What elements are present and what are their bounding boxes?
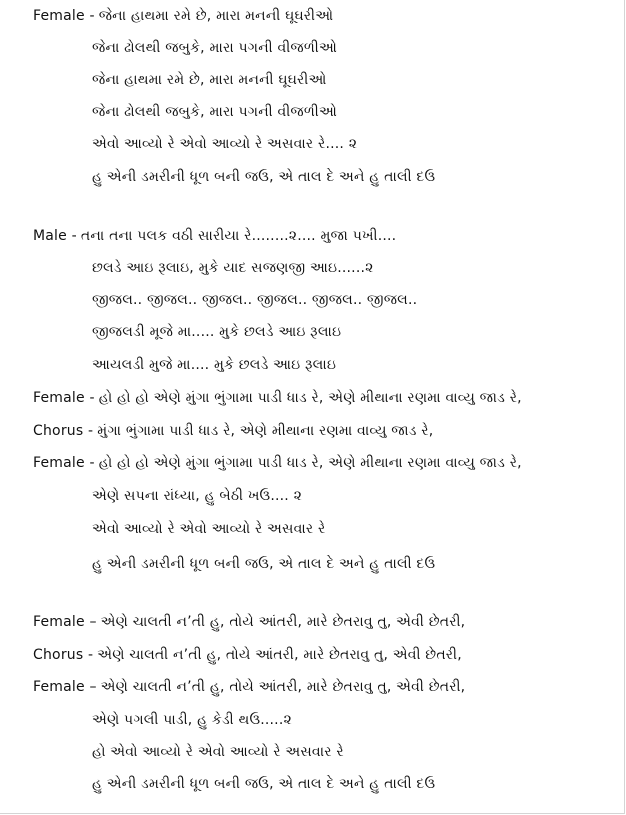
lyric-line — [92, 168, 435, 186]
lyric-line — [92, 487, 302, 505]
lyric-text: છલડે આઇ રૂલાઇ, મુકે યાદ સજણજી આઇ......૨ — [92, 260, 374, 276]
lyric-text: હુ એની ડમરીની ધૂળ બની જઉ, એ તાલ દે અને હુ તાલી દઉ — [92, 776, 436, 792]
lyric-text: તના તના પલક વઠી સારીયા રે........૨.... મુજા પખી.... — [80, 228, 397, 244]
lyric-line — [33, 7, 333, 25]
lyric-line — [33, 389, 522, 407]
lyric-line — [92, 71, 327, 89]
lyric-text: જીજલ.. જીજલ.. જીજલ.. જીજલ.. જીજલ.. જીજલ.. — [92, 292, 418, 308]
singer-label: Female - — [33, 455, 95, 471]
lyric-line — [92, 39, 337, 57]
lyric-text: એણે ચાલતી ન’તી હુ, તોયે આંતરી, મારે છેતરાવુ તુ, એવી છેતરી, — [97, 647, 462, 663]
lyric-line — [92, 520, 325, 538]
lyric-text: હુ એની ડમરીની ધૂળ બની જઉ, એ તાલ દે અને હુ તાલી દઉ — [92, 556, 436, 572]
lyric-line — [92, 323, 341, 341]
lyric-text: એવો આવ્યો રે એવો આવ્યો રે અસવાર રે — [92, 521, 326, 537]
singer-label: Male - — [33, 228, 77, 244]
lyric-text: જેના ઢોલથી જબુકે, મારા પગની વીજળીઓ — [92, 40, 337, 56]
lyric-text: હુ એની ડમરીની ધૂળ બની જઉ, એ તાલ દે અને હુ તાલી દઉ — [92, 169, 436, 185]
lyric-text: જેના ઢોલથી જબુકે, મારા પગની વીજળીઓ — [92, 104, 337, 120]
singer-label: Female - — [33, 8, 95, 24]
lyric-text: જેના હાથમા રમે છે, મારા મનની ઘૂઘરીઓ — [92, 72, 327, 88]
singer-label: Female – — [33, 614, 97, 630]
singer-label: Female – — [33, 679, 97, 695]
singer-label: Chorus - — [33, 423, 94, 439]
lyric-text: એણે પગલી પાડી, હુ કેડી થઉ.....૨ — [92, 712, 292, 728]
lyric-text: આયલડી મુજે મા.... મુકે છલડે આઇ રૂલાઇ — [92, 357, 337, 373]
lyric-text: હો એવો આવ્યો રે એવો આવ્યો રે અસવાર રે — [92, 744, 344, 760]
lyric-text: જીજલડી મૂજે મા..... મુકે છલડે આઇ રૂલાઇ — [92, 324, 342, 340]
lyric-text: એણે સપના રાંધ્યા, હુ બેઠી ખઉ.... ૨ — [92, 488, 302, 504]
lyric-text: જેના હાથમા રમે છે, મારા મનની ઘૂઘરીઓ — [98, 8, 334, 24]
lyric-line — [92, 291, 417, 309]
lyric-line — [92, 711, 292, 729]
lyric-line — [92, 356, 336, 374]
lyric-line — [33, 454, 522, 472]
lyric-line — [92, 135, 357, 153]
lyric-line — [33, 227, 396, 245]
lyric-text: મુંગા ભુંગામા પાડી ધાડ રે, એણે મીથાના રણમા વાવ્યુ જાડ રે, — [97, 423, 434, 439]
lyric-line — [92, 743, 344, 761]
lyric-line — [33, 646, 462, 664]
singer-label: Female - — [33, 390, 95, 406]
lyric-text: એવો આવ્યો રે એવો આવ્યો રે અસવાર રે.... ૨ — [92, 136, 358, 152]
lyric-text: હો હો હો એણે મુંગા ભુંગામા પાડી ધાડ રે, એણે મીથાના રણમા વાવ્યુ જાડ રે, — [98, 390, 522, 406]
lyric-text: એણે ચાલતી ન’તી હુ, તોયે આંતરી, મારે છેતરાવુ તુ, એવી છેતરી, — [100, 679, 466, 695]
lyric-line — [92, 259, 374, 277]
lyric-line — [33, 613, 465, 631]
lyric-line — [33, 422, 433, 440]
lyric-line — [33, 678, 465, 696]
lyric-text: એણે ચાલતી ન’તી હુ, તોયે આંતરી, મારે છેતરાવુ તુ, એવી છેતરી, — [100, 614, 466, 630]
lyric-line — [92, 555, 435, 573]
lyric-line — [92, 103, 337, 121]
lyric-line — [92, 775, 435, 793]
singer-label: Chorus - — [33, 647, 94, 663]
lyric-text: હો હો હો એણે મુંગા ભુંગામા પાડી ધાડ રે, એણે મીથાના રણમા વાવ્યુ જાડ રે, — [98, 455, 522, 471]
